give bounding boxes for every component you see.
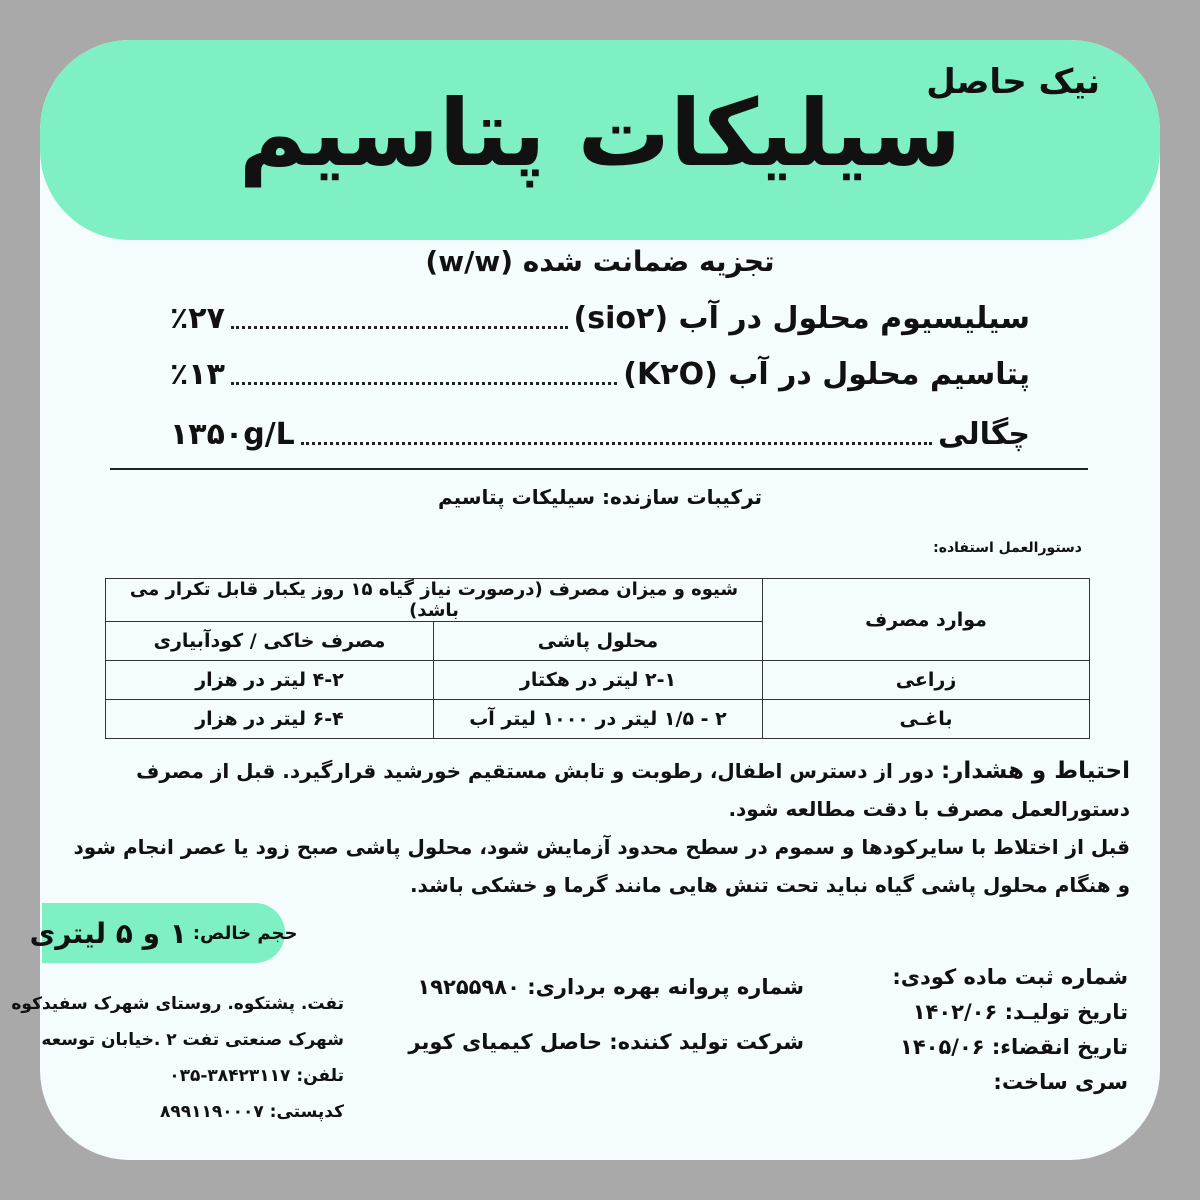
header-method: شیوه و میزان مصرف (درصورت نیاز گیاه ۱۵ روز یکبار قابل تکرار می باشد) xyxy=(106,579,763,622)
warning-paragraph-2: قبل از اختلاط با سایرکودها و سموم در سطح محدود آزمایش شود، محلول پاشی صبح زود یا عصر انجام شود و هنگام محلول پاشی گیاه نباید تحت تنش هایی مانند گرما و خشکی باشد. xyxy=(73,835,1130,897)
cell-soil: ۶-۴ لیتر در هزار xyxy=(106,700,434,739)
analysis-row-silicon xyxy=(170,296,1030,340)
analysis-row-potassium xyxy=(170,352,1030,396)
cell-use: باغـی xyxy=(763,700,1090,739)
address-info xyxy=(11,986,344,1130)
cell-use: زراعی xyxy=(763,661,1090,700)
analysis-label: چگالی xyxy=(938,416,1030,452)
usage-table xyxy=(105,578,1090,739)
registration-number: شماره ثبت ماده کودی: xyxy=(892,965,1128,989)
analysis-title: تجزیه ضمانت شده (w/w) xyxy=(425,245,775,278)
header-soil: مصرف خاکی / کودآبیاری xyxy=(106,622,434,661)
dot-leader xyxy=(231,364,617,385)
permit-number: شماره پروانه بهره برداری: ۱۹۲۵۵۹۸۰ xyxy=(417,975,804,999)
net-volume-value: ۱ و ۵ لیتری xyxy=(29,916,187,950)
manufacturer: شرکت تولید کننده: حاصل کیمیای کویر xyxy=(408,1030,804,1054)
divider xyxy=(110,468,1088,470)
ingredients: ترکیبات سازنده: سیلیکات پتاسیم xyxy=(437,485,763,509)
header-band xyxy=(40,40,1160,240)
registration-info xyxy=(892,960,1128,1100)
warning-paragraph xyxy=(70,752,1130,828)
postal-code: کدپستی: ۸۹۹۱۱۹۰۰۰۷ xyxy=(159,1102,344,1122)
production-date: تاریخ تولیـد: ۱۴۰۲/۰۶ xyxy=(912,1000,1128,1024)
cell-soil: ۴-۲ لیتر در هزار xyxy=(106,661,434,700)
analysis-value: ٪۱۳ xyxy=(170,356,225,392)
analysis-label: پتاسیم محلول در آب (K۲O) xyxy=(623,356,1030,392)
address-line: شهرک صنعتی تفت ۲ .خیابان توسعه xyxy=(41,1030,344,1050)
table-row xyxy=(106,700,1090,739)
table-header-row xyxy=(106,579,1090,622)
address-line: تفت. پشتکوه. روستای شهرک سفیدکوه xyxy=(11,994,344,1014)
cell-foliar: ۲-۱ لیتر در هکتار xyxy=(434,661,763,700)
cell-foliar: ۲ - ۱/۵ لیتر در ۱۰۰۰ لیتر آب xyxy=(434,700,763,739)
net-volume-label: حجم خالص: xyxy=(192,922,298,944)
header-uses: موارد مصرف xyxy=(763,579,1090,661)
warning-block xyxy=(70,752,1130,904)
analysis-label: سیلیسیوم محلول در آب (sio۲) xyxy=(573,300,1030,336)
phone: تلفن: ۳۸۴۲۳۱۱۷-۰۳۵ xyxy=(169,1066,344,1086)
dot-leader xyxy=(231,308,568,329)
usage-label: دستورالعمل استفاده: xyxy=(933,540,1082,556)
dot-leader xyxy=(301,424,932,445)
license-info xyxy=(408,960,804,1070)
table-row xyxy=(106,661,1090,700)
product-title: سیلیکات پتاسیم xyxy=(238,80,962,187)
analysis-row-density xyxy=(170,412,1030,456)
warning-text: دور از دسترس اطفال، رطوبت و تابش مستقیم خورشید قرارگیرد. قبل از مصرف دستورالعمل مصرف با دقت مطالعه شود. xyxy=(136,759,1130,821)
batch-number: سری ساخت: xyxy=(993,1070,1128,1094)
analysis-value: ۱۳۵۰g/L xyxy=(170,416,295,452)
warning-heading: احتیاط و هشدار: xyxy=(940,758,1130,784)
header-foliar: محلول پاشی xyxy=(434,622,763,661)
analysis-value: ٪۲۷ xyxy=(170,300,225,336)
brand-name: نیک حاصل xyxy=(926,62,1100,102)
net-volume-badge xyxy=(29,903,298,963)
expiry-date: تاریخ انقضاء: ۱۴۰۵/۰۶ xyxy=(900,1035,1128,1059)
